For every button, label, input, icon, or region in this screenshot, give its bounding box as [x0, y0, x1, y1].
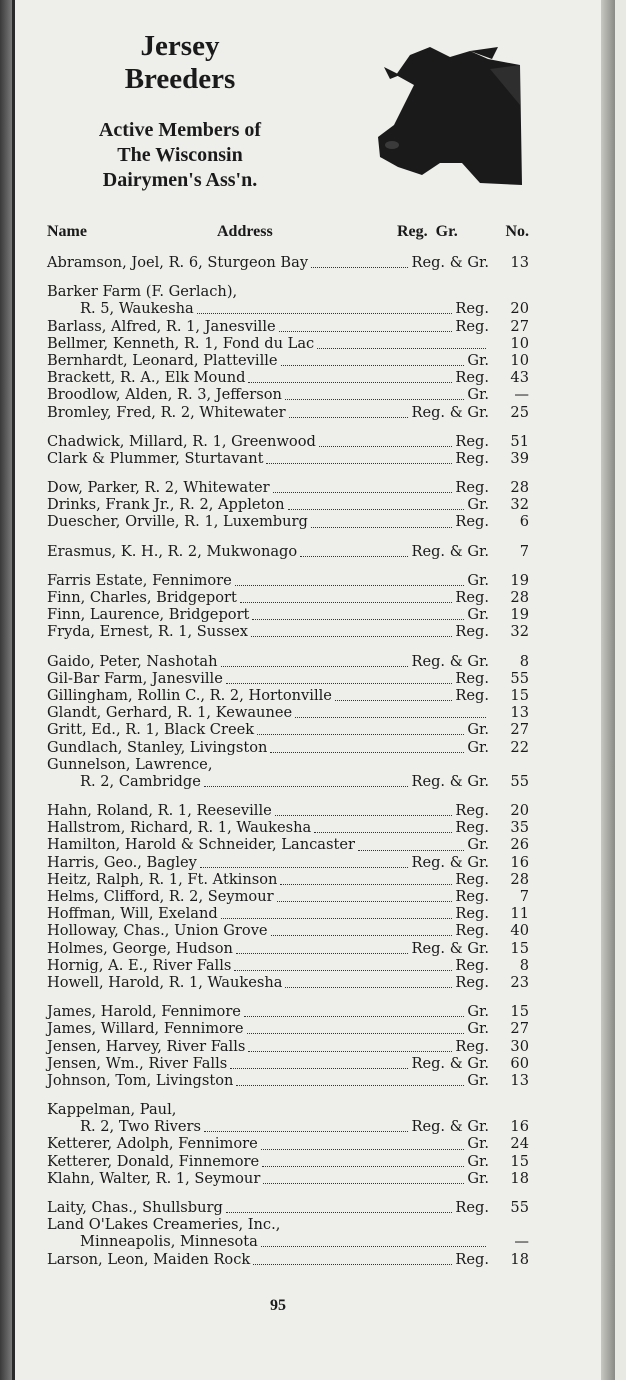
- member-registration: Reg. & Gr.: [411, 1118, 489, 1136]
- header-name: Name: [47, 223, 87, 240]
- member-row: [47, 922, 529, 939]
- member-name-address: Howell, Harold, R. 1, Waukesha: [47, 973, 283, 991]
- dot-leader: [204, 1127, 408, 1132]
- dot-leader: [234, 966, 452, 971]
- member-row: [47, 496, 529, 513]
- table-header: [47, 223, 529, 245]
- member-row: [47, 254, 529, 271]
- member-registration: Reg.: [455, 922, 489, 940]
- dot-leader: [358, 846, 464, 851]
- dot-leader: [317, 344, 486, 349]
- member-herd-count: 22: [510, 738, 529, 756]
- member-name-address: Barker Farm (F. Gerlach),: [47, 283, 238, 301]
- member-herd-count: 8: [519, 652, 529, 670]
- member-row: [47, 756, 529, 773]
- member-name-address: Abramson, Joel, R. 6, Sturgeon Bay: [47, 254, 309, 271]
- member-herd-count: 20: [510, 802, 529, 820]
- member-name-address: Heitz, Ralph, R. 1, Ft. Atkinson: [47, 870, 278, 888]
- dot-leader: [226, 679, 453, 684]
- member-registration: Reg.: [455, 449, 489, 467]
- dot-leader: [314, 828, 452, 833]
- member-herd-count: 55: [510, 772, 529, 790]
- member-herd-count: 39: [510, 449, 529, 467]
- dot-leader: [236, 949, 409, 954]
- member-name-address: Johnson, Tom, Livingston: [47, 1071, 234, 1089]
- member-herd-count: 30: [510, 1037, 529, 1055]
- dot-leader: [281, 361, 465, 366]
- member-row: [47, 352, 529, 369]
- member-row: [47, 888, 529, 905]
- member-row: [47, 283, 529, 300]
- member-row: [47, 1153, 529, 1170]
- member-row: [47, 802, 529, 819]
- member-herd-count: 11: [510, 905, 529, 923]
- member-row: [47, 721, 529, 738]
- member-name-address: Holloway, Chas., Union Grove: [47, 922, 268, 940]
- member-row: [47, 572, 529, 589]
- member-registration: Gr.: [467, 1020, 489, 1038]
- member-name-address: Larson, Leon, Maiden Rock: [47, 1250, 251, 1268]
- member-herd-count: 27: [510, 721, 529, 739]
- member-name-address: Duescher, Orville, R. 1, Luxemburg: [47, 513, 308, 531]
- dot-leader: [204, 782, 409, 787]
- member-row: [47, 404, 529, 421]
- member-herd-count: 16: [510, 853, 529, 871]
- dot-leader: [236, 1081, 464, 1086]
- member-registration: Reg.: [455, 479, 489, 497]
- member-herd-count: 24: [510, 1135, 529, 1153]
- member-name-address: Erasmus, K. H., R. 2, Mukwonago: [47, 542, 298, 560]
- dot-leader: [257, 730, 464, 735]
- member-registration: Reg.: [455, 1199, 489, 1216]
- dot-leader: [221, 914, 453, 919]
- dot-leader: [266, 459, 452, 464]
- member-registration: Reg.: [455, 1250, 489, 1268]
- member-registration: Gr.: [467, 738, 489, 756]
- member-herd-count: 51: [510, 432, 529, 450]
- member-row: [47, 386, 529, 403]
- member-row: [47, 589, 529, 606]
- dot-leader: [271, 931, 453, 936]
- dot-leader: [247, 1029, 465, 1034]
- member-herd-count: —: [514, 386, 529, 404]
- dot-leader: [270, 748, 464, 753]
- member-list: [47, 254, 529, 1268]
- member-herd-count: 6: [519, 513, 529, 531]
- member-name-address: Ketterer, Donald, Finnemore: [47, 1152, 260, 1170]
- member-name-address: Gil-Bar Farm, Janesville: [47, 669, 223, 687]
- dot-leader: [221, 662, 409, 667]
- member-herd-count: 27: [510, 1020, 529, 1038]
- dot-leader: [261, 1242, 486, 1247]
- member-registration: Reg. & Gr.: [411, 939, 489, 957]
- member-name-address: Hornig, A. E., River Falls: [47, 956, 232, 974]
- page-edge: [601, 0, 615, 1380]
- subtitle-line: Dairymen's Ass'n.: [102, 169, 258, 191]
- member-name-address: Bellmer, Kenneth, R. 1, Fond du Lac: [47, 334, 315, 352]
- member-name-address: Finn, Laurence, Bridgeport: [47, 606, 250, 624]
- header-no: No.: [505, 223, 529, 240]
- member-registration: Reg.: [455, 432, 489, 450]
- member-herd-count: 10: [510, 351, 529, 369]
- dot-leader: [179, 1111, 486, 1115]
- member-herd-count: 32: [510, 496, 529, 514]
- member-herd-count: 55: [510, 1199, 529, 1216]
- member-registration: Gr.: [467, 606, 489, 624]
- member-row: [47, 1233, 529, 1250]
- member-name-address: Farris Estate, Fennimore: [47, 571, 232, 589]
- member-registration: Reg.: [455, 589, 489, 606]
- dot-leader: [275, 811, 453, 816]
- member-herd-count: 19: [510, 571, 529, 589]
- member-registration: Gr.: [467, 496, 489, 514]
- dot-leader: [244, 1012, 464, 1017]
- member-herd-count: 13: [510, 1071, 529, 1089]
- dot-leader: [283, 1226, 486, 1230]
- member-herd-count: 15: [510, 1152, 529, 1170]
- member-name-address: Land O'Lakes Creameries, Inc.,: [47, 1216, 281, 1234]
- page-subtitle: [50, 118, 310, 193]
- member-herd-count: 23: [510, 973, 529, 991]
- member-name-address: Bernhardt, Leonard, Platteville: [47, 351, 278, 369]
- member-row: [47, 1055, 529, 1072]
- member-herd-count: 19: [510, 606, 529, 624]
- member-herd-count: 60: [510, 1054, 529, 1072]
- member-name-address: Broodlow, Alden, R. 3, Jefferson: [47, 386, 282, 404]
- member-herd-count: 28: [510, 589, 529, 606]
- member-name-address: Chadwick, Millard, R. 1, Greenwood: [47, 432, 316, 450]
- member-name-address: Kappelman, Paul,: [47, 1101, 177, 1119]
- member-registration: Reg.: [455, 300, 489, 318]
- member-herd-count: 43: [510, 369, 529, 387]
- member-herd-count: 55: [510, 669, 529, 687]
- member-name-address: Fryda, Ernest, R. 1, Sussex: [47, 623, 249, 641]
- member-herd-count: —: [514, 1233, 529, 1251]
- dot-leader: [252, 615, 464, 620]
- dot-leader: [288, 505, 465, 510]
- member-name-address: Gundlach, Stanley, Livingston: [47, 738, 268, 756]
- member-name-address: Holmes, George, Hudson: [47, 939, 233, 957]
- member-herd-count: 28: [510, 479, 529, 497]
- jersey-cow-head-icon: [370, 45, 530, 195]
- member-row: [47, 1038, 529, 1055]
- member-herd-count: 7: [519, 542, 529, 560]
- member-name-address: James, Willard, Fennimore: [47, 1020, 244, 1038]
- member-row: [47, 905, 529, 922]
- member-row: [47, 1216, 529, 1233]
- member-name-address: Hahn, Roland, R. 1, Reeseville: [47, 802, 272, 820]
- member-herd-count: 32: [510, 623, 529, 641]
- member-name-address: Helms, Clifford, R. 2, Seymour: [47, 888, 274, 905]
- dot-leader: [235, 581, 465, 586]
- dot-leader: [300, 552, 408, 557]
- member-name-address: Finn, Charles, Bridgeport: [47, 589, 237, 606]
- member-registration: Reg.: [455, 819, 489, 837]
- member-row: [47, 704, 529, 721]
- dot-leader: [226, 1208, 453, 1213]
- member-row: [47, 957, 529, 974]
- member-registration: Reg.: [455, 888, 489, 905]
- member-row: [47, 623, 529, 640]
- member-row: [47, 1072, 529, 1089]
- member-herd-count: 20: [510, 300, 529, 318]
- member-row: [47, 1101, 529, 1118]
- member-name-address: Hoffman, Will, Exeland: [47, 905, 218, 923]
- member-row: [47, 606, 529, 623]
- dot-leader: [248, 1047, 452, 1052]
- member-registration: Gr.: [467, 1169, 489, 1187]
- member-row: [47, 1199, 529, 1216]
- member-registration: Reg.: [455, 686, 489, 704]
- member-registration: Reg. & Gr.: [411, 542, 489, 560]
- member-registration: Gr.: [467, 1003, 489, 1021]
- member-registration: Reg.: [455, 317, 489, 335]
- title-line: Jersey: [140, 30, 220, 62]
- member-row: [47, 773, 529, 790]
- member-herd-count: 18: [510, 1250, 529, 1268]
- member-row: [47, 940, 529, 957]
- member-name-address: Gaido, Peter, Nashotah: [47, 652, 218, 670]
- dot-leader: [295, 713, 486, 718]
- member-herd-count: 40: [510, 922, 529, 940]
- member-registration: Reg.: [455, 669, 489, 687]
- member-name-address: R. 5, Waukesha: [80, 300, 194, 318]
- member-row: [47, 1118, 529, 1135]
- member-herd-count: 7: [519, 888, 529, 905]
- member-name-address: Klahn, Walter, R. 1, Seymour: [47, 1169, 261, 1187]
- directory-page: [12, 0, 615, 1380]
- dot-leader: [311, 263, 408, 268]
- dot-leader: [261, 1145, 465, 1150]
- member-row: [47, 479, 529, 496]
- member-row: [47, 819, 529, 836]
- dot-leader: [240, 598, 453, 603]
- member-name-address: Dow, Parker, R. 2, Whitewater: [47, 479, 270, 497]
- member-registration: Gr.: [467, 721, 489, 739]
- member-name-address: Glandt, Gerhard, R. 1, Kewaunee: [47, 704, 293, 722]
- member-herd-count: 25: [510, 403, 529, 421]
- dot-leader: [253, 1260, 452, 1265]
- member-row: [47, 450, 529, 467]
- member-registration: Gr.: [467, 571, 489, 589]
- member-row: [47, 739, 529, 756]
- member-row: [47, 871, 529, 888]
- member-registration: Gr.: [467, 1135, 489, 1153]
- member-registration: Reg. & Gr.: [411, 254, 489, 271]
- member-herd-count: 8: [519, 956, 529, 974]
- member-row: [47, 670, 529, 687]
- member-registration: Reg. & Gr.: [411, 1054, 489, 1072]
- member-name-address: Hallstrom, Richard, R. 1, Waukesha: [47, 819, 312, 837]
- book-binding: [0, 0, 12, 1380]
- member-name-address: R. 2, Cambridge: [80, 772, 201, 790]
- member-herd-count: 10: [510, 334, 529, 352]
- title-line: Breeders: [124, 63, 236, 95]
- member-herd-count: 18: [510, 1169, 529, 1187]
- member-name-address: Clark & Plummer, Sturtavant: [47, 449, 264, 467]
- member-registration: Reg.: [455, 956, 489, 974]
- member-registration: Reg.: [455, 905, 489, 923]
- dot-leader: [289, 413, 409, 418]
- dot-leader: [273, 488, 453, 493]
- member-name-address: Bromley, Fred, R. 2, Whitewater: [47, 403, 286, 421]
- dot-leader: [215, 765, 486, 769]
- member-row: [47, 1003, 529, 1020]
- member-row: [47, 1135, 529, 1152]
- member-registration: Gr.: [467, 1071, 489, 1089]
- member-herd-count: 16: [510, 1118, 529, 1136]
- member-row: [47, 300, 529, 317]
- member-row: [47, 543, 529, 560]
- dot-leader: [279, 327, 453, 332]
- member-row: [47, 854, 529, 871]
- member-row: [47, 433, 529, 450]
- dot-leader: [251, 632, 452, 637]
- member-herd-count: 13: [510, 254, 529, 271]
- member-row: [47, 513, 529, 530]
- member-registration: Reg.: [455, 973, 489, 991]
- member-herd-count: 27: [510, 317, 529, 335]
- member-registration: Reg.: [455, 369, 489, 387]
- member-registration: Gr.: [467, 836, 489, 854]
- member-registration: Gr.: [467, 386, 489, 404]
- member-name-address: Ketterer, Adolph, Fennimore: [47, 1135, 258, 1153]
- dot-leader: [230, 1064, 408, 1069]
- dot-leader: [240, 293, 486, 297]
- member-registration: Reg. & Gr.: [411, 772, 489, 790]
- member-row: [47, 1251, 529, 1268]
- member-herd-count: 26: [510, 836, 529, 854]
- member-name-address: R. 2, Two Rivers: [80, 1118, 201, 1136]
- dot-leader: [262, 1162, 464, 1167]
- dot-leader: [285, 983, 452, 988]
- member-name-address: Jensen, Wm., River Falls: [47, 1054, 228, 1072]
- member-herd-count: 28: [510, 870, 529, 888]
- member-name-address: Gunnelson, Lawrence,: [47, 755, 213, 773]
- dot-leader: [335, 696, 452, 701]
- member-registration: Reg. & Gr.: [411, 652, 489, 670]
- member-herd-count: 13: [510, 704, 529, 722]
- member-row: [47, 687, 529, 704]
- member-name-address: Gritt, Ed., R. 1, Black Creek: [47, 721, 255, 739]
- page-number: 95: [270, 1297, 286, 1314]
- member-registration: Reg.: [455, 513, 489, 531]
- member-herd-count: 15: [510, 1003, 529, 1021]
- member-name-address: Hamilton, Harold & Schneider, Lancaster: [47, 836, 355, 854]
- dot-leader: [319, 442, 453, 447]
- member-registration: Reg.: [455, 802, 489, 820]
- member-row: [47, 335, 529, 352]
- member-name-address: Barlass, Alfred, R. 1, Janesville: [47, 317, 276, 335]
- member-name-address: Gillingham, Rollin C., R. 2, Hortonville: [47, 686, 332, 704]
- member-registration: Reg.: [455, 623, 489, 641]
- member-row: [47, 318, 529, 335]
- member-registration: Reg.: [455, 870, 489, 888]
- member-registration: Gr.: [467, 1152, 489, 1170]
- dot-leader: [277, 897, 453, 902]
- member-name-address: Jensen, Harvey, River Falls: [47, 1037, 246, 1055]
- member-herd-count: 35: [510, 819, 529, 837]
- member-name-address: Minneapolis, Minnesota: [80, 1233, 258, 1251]
- member-registration: Reg. & Gr.: [411, 403, 489, 421]
- member-name-address: James, Harold, Fennimore: [47, 1003, 241, 1021]
- member-name-address: Harris, Geo., Bagley: [47, 853, 197, 871]
- member-row: [47, 653, 529, 670]
- member-registration: Reg.: [455, 1037, 489, 1055]
- member-row: [47, 369, 529, 386]
- dot-leader: [311, 523, 453, 528]
- subtitle-line: Active Members of: [98, 119, 262, 141]
- dot-leader: [285, 395, 464, 400]
- member-name-address: Drinks, Frank Jr., R. 2, Appleton: [47, 496, 285, 514]
- dot-leader: [280, 880, 452, 885]
- member-row: [47, 974, 529, 991]
- dot-leader: [248, 378, 452, 383]
- header-reg-gr: Reg. Gr.: [397, 223, 458, 240]
- dot-leader: [200, 863, 409, 868]
- member-name-address: Laity, Chas., Shullsburg: [47, 1199, 223, 1216]
- member-name-address: Brackett, R. A., Elk Mound: [47, 369, 246, 387]
- header-address: Address: [217, 223, 273, 240]
- member-registration: Gr.: [467, 351, 489, 369]
- member-row: [47, 836, 529, 853]
- dot-leader: [263, 1179, 464, 1184]
- member-row: [47, 1170, 529, 1187]
- dot-leader: [197, 309, 453, 314]
- member-row: [47, 1020, 529, 1037]
- member-registration: Reg. & Gr.: [411, 853, 489, 871]
- member-herd-count: 15: [510, 939, 529, 957]
- member-herd-count: 15: [510, 686, 529, 704]
- subtitle-line: The Wisconsin: [117, 144, 243, 166]
- page-title: [75, 30, 285, 96]
